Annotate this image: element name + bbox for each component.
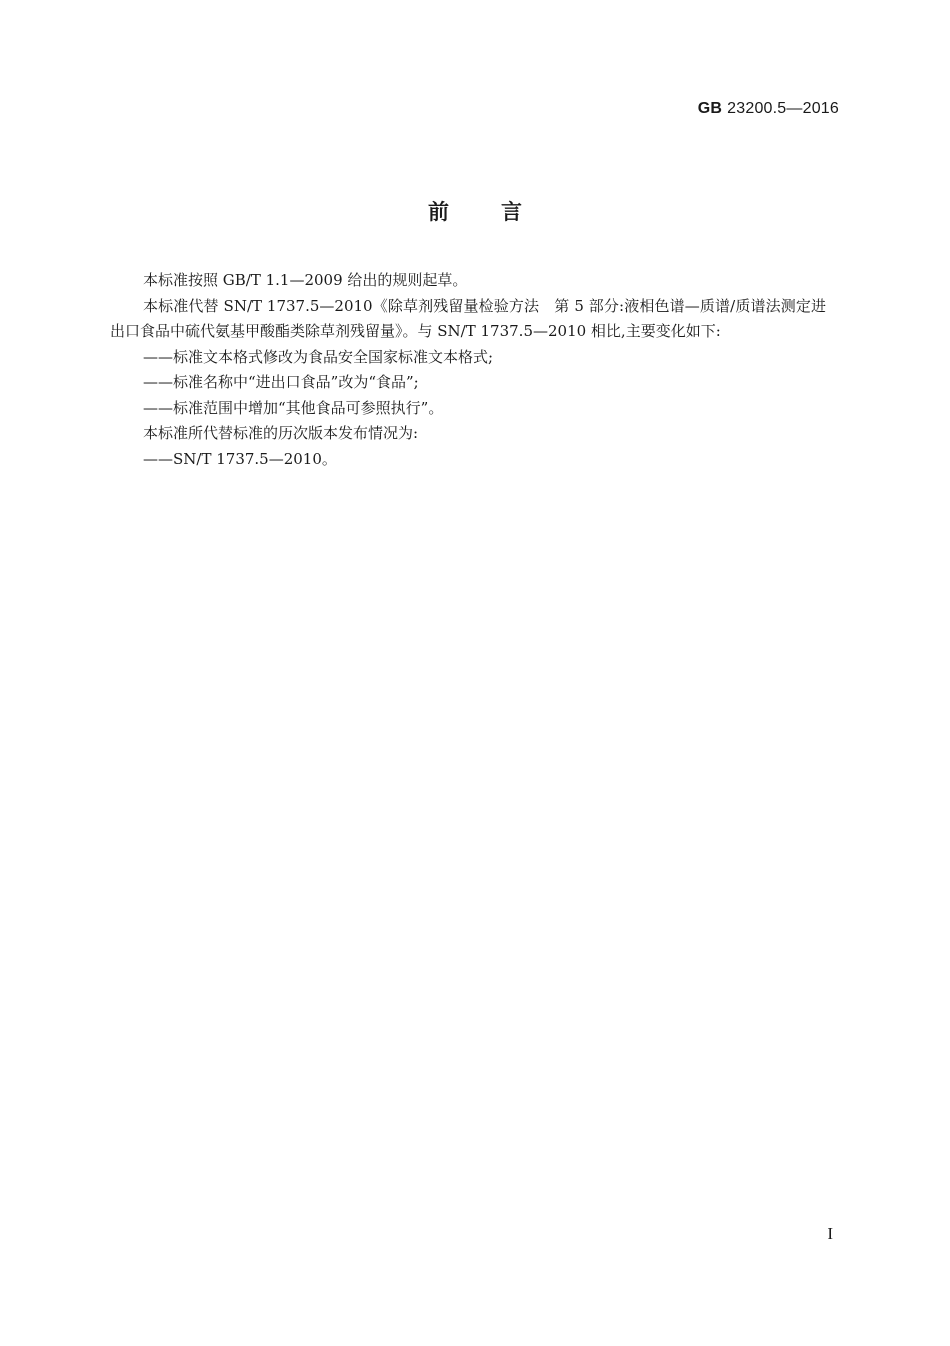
change-item-name: ——标准名称中“进出口食品”改为“食品”; xyxy=(143,373,419,391)
change-item-scope: ——标准范围中增加“其他食品可参照执行”。 xyxy=(143,398,444,417)
page-title: 前言 xyxy=(428,200,574,224)
paragraph-history-intro: 本标准所代替标准的历次版本发布情况为: xyxy=(143,424,419,442)
standard-prefix: GB xyxy=(697,100,723,117)
standard-code: 23200.5—2016 xyxy=(727,100,839,117)
page-number: I xyxy=(827,1224,833,1243)
standard-number-header xyxy=(698,100,839,118)
paragraph-drafting-rules: 本标准按照 GB/T 1.1—2009 给出的规则起草。 xyxy=(143,271,468,289)
change-item-format: ——标准文本格式修改为食品安全国家标准文本格式; xyxy=(143,347,494,366)
history-item: ——SN/T 1737.5—2010。 xyxy=(143,449,337,468)
preface-body xyxy=(110,268,826,472)
paragraph-replacement: 本标准代替 SN/T 1737.5—2010《除草剂残留量检验方法 第 5 部分:液相色谱—质谱/质谱法测定进出口食品中硫代氨基甲酸酯类除草剂残留量》。与 SN/T 1737.5—2010 相比,主要变化如下: xyxy=(110,296,826,340)
